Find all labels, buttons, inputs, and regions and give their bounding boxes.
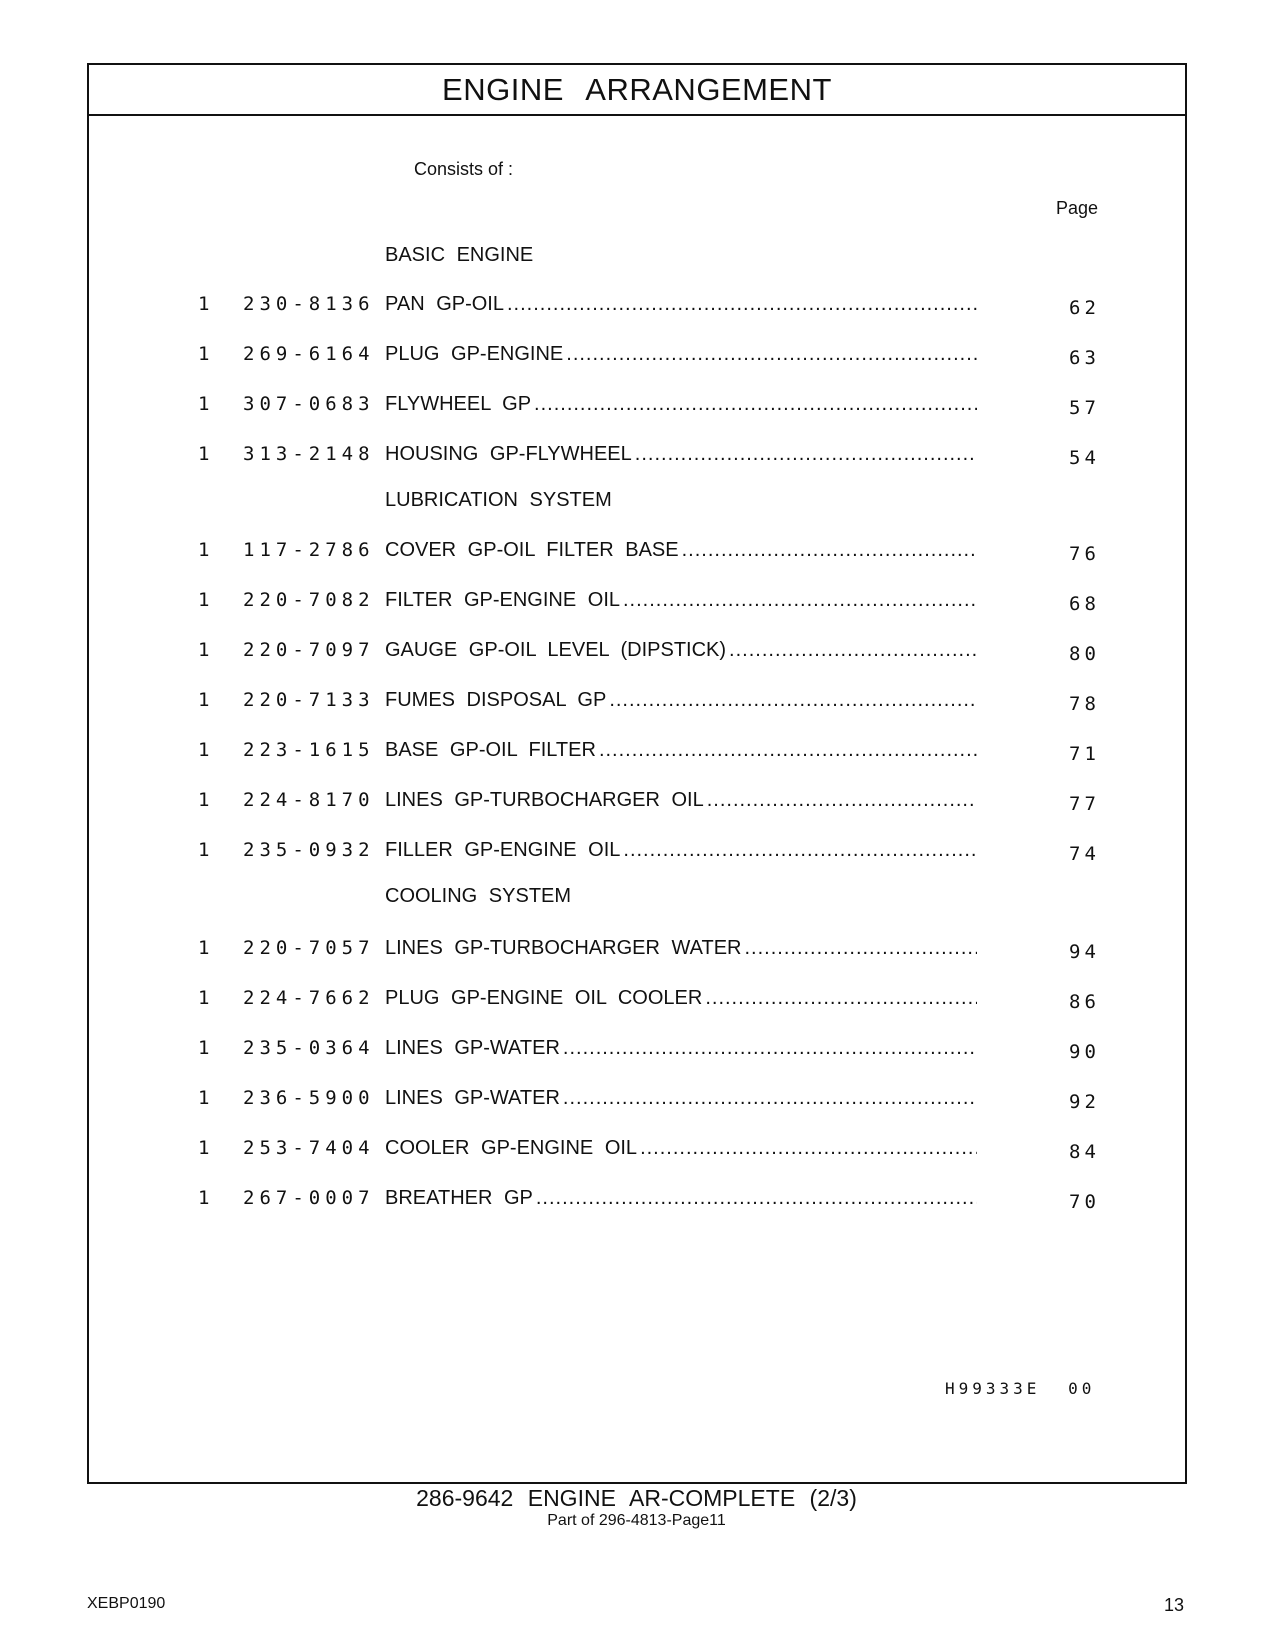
document-id: XEBP0190	[87, 1595, 166, 1612]
part-number: 117-2786	[243, 539, 375, 561]
part-description	[385, 539, 977, 562]
page-reference: 80	[1069, 643, 1100, 665]
part-description-text: FUMES DISPOSAL GP	[385, 689, 609, 711]
page-reference: 84	[1069, 1141, 1100, 1163]
parts-row	[89, 839, 1185, 869]
part-number: 220-7057	[243, 937, 375, 959]
part-description-text: FILLER GP-ENGINE OIL	[385, 839, 623, 861]
parts-row	[89, 1087, 1185, 1117]
quantity: 1	[198, 393, 210, 415]
part-number: 313-2148	[243, 443, 375, 465]
part-number: 224-8170	[243, 789, 375, 811]
part-description	[385, 1087, 977, 1110]
page-reference: 94	[1069, 941, 1100, 963]
part-description-text: PLUG GP-ENGINE OIL COOLER	[385, 987, 705, 1009]
part-number: 253-7404	[243, 1137, 375, 1159]
page-reference: 54	[1069, 447, 1100, 469]
page-reference: 86	[1069, 991, 1100, 1013]
parts-row	[89, 639, 1185, 669]
quantity: 1	[198, 987, 210, 1009]
part-description	[385, 937, 977, 960]
part-description-text: LINES GP-TURBOCHARGER OIL	[385, 789, 707, 811]
page-reference: 74	[1069, 843, 1100, 865]
page-column-header: Page	[1056, 198, 1099, 218]
parts-row	[89, 1037, 1185, 1067]
page-reference: 68	[1069, 593, 1100, 615]
part-number: 236-5900	[243, 1087, 375, 1109]
part-number: 267-0007	[243, 1187, 375, 1209]
part-description-text: HOUSING GP-FLYWHEEL	[385, 443, 635, 465]
quantity: 1	[198, 839, 210, 861]
part-description-text: LINES GP-WATER	[385, 1087, 563, 1109]
quantity: 1	[198, 539, 210, 561]
part-description	[385, 1187, 977, 1210]
quantity: 1	[198, 739, 210, 761]
part-description-text: FILTER GP-ENGINE OIL	[385, 589, 623, 611]
section-heading: LUBRICATION SYSTEM	[385, 489, 612, 511]
part-number: 235-0364	[243, 1037, 375, 1059]
part-description-text: GAUGE GP-OIL LEVEL (DIPSTICK)	[385, 639, 729, 661]
part-description-text: FLYWHEEL GP	[385, 393, 534, 415]
part-description	[385, 393, 977, 416]
part-number: 235-0932	[243, 839, 375, 861]
part-number: 220-7133	[243, 689, 375, 711]
part-description	[385, 839, 977, 862]
parts-row	[89, 589, 1185, 619]
parts-row	[89, 539, 1185, 569]
part-description-text: LINES GP-WATER	[385, 1037, 563, 1059]
footer-subtitle: Part of 296-4813-Page11	[547, 1512, 726, 1529]
quantity: 1	[198, 1037, 210, 1059]
page-reference: 71	[1069, 743, 1100, 765]
consists-of-label: Consists of :	[414, 159, 514, 179]
parts-row	[89, 937, 1185, 967]
part-description	[385, 987, 977, 1010]
part-description	[385, 689, 977, 712]
page-reference: 90	[1069, 1041, 1100, 1063]
quantity: 1	[198, 443, 210, 465]
quantity: 1	[198, 589, 210, 611]
part-number: 220-7082	[243, 589, 375, 611]
quantity: 1	[198, 1087, 210, 1109]
page-reference: 62	[1069, 297, 1100, 319]
part-description-text: COVER GP-OIL FILTER BASE	[385, 539, 682, 561]
part-description	[385, 1137, 977, 1160]
parts-row	[89, 1187, 1185, 1217]
parts-row	[89, 1137, 1185, 1167]
parts-row	[89, 443, 1185, 473]
quantity: 1	[198, 937, 210, 959]
quantity: 1	[198, 689, 210, 711]
page-number: 13	[1164, 1595, 1185, 1615]
parts-row	[89, 789, 1185, 819]
part-number: 220-7097	[243, 639, 375, 661]
section-heading: BASIC ENGINE	[385, 244, 534, 266]
quantity: 1	[198, 789, 210, 811]
part-description	[385, 789, 977, 812]
part-description-text: BREATHER GP	[385, 1187, 536, 1209]
parts-row	[89, 987, 1185, 1017]
part-description	[385, 443, 977, 466]
part-description	[385, 739, 977, 762]
page-reference: 92	[1069, 1091, 1100, 1113]
part-number: 223-1615	[243, 739, 375, 761]
quantity: 1	[198, 343, 210, 365]
part-description-text: LINES GP-TURBOCHARGER WATER	[385, 937, 744, 959]
parts-row	[89, 689, 1185, 719]
title-bar	[89, 65, 1185, 116]
footer-title: 286-9642 ENGINE AR-COMPLETE (2/3)	[416, 1485, 857, 1511]
part-number: 230-8136	[243, 293, 375, 315]
parts-row	[89, 739, 1185, 769]
parts-row	[89, 293, 1185, 323]
part-description	[385, 589, 977, 612]
parts-row	[89, 393, 1185, 423]
page-reference: 76	[1069, 543, 1100, 565]
page-reference: 77	[1069, 793, 1100, 815]
page-reference: 63	[1069, 347, 1100, 369]
part-description	[385, 293, 977, 316]
quantity: 1	[198, 293, 210, 315]
quantity: 1	[198, 1137, 210, 1159]
document-frame	[87, 63, 1187, 1484]
part-description-text: PLUG GP-ENGINE	[385, 343, 566, 365]
page-reference: 70	[1069, 1191, 1100, 1213]
part-description-text: COOLER GP-ENGINE OIL	[385, 1137, 640, 1159]
quantity: 1	[198, 1187, 210, 1209]
illustration-code: H99333E 00	[945, 1379, 1096, 1398]
section-heading: COOLING SYSTEM	[385, 885, 572, 907]
part-description	[385, 1037, 977, 1060]
part-number: 224-7662	[243, 987, 375, 1009]
part-number: 269-6164	[243, 343, 375, 365]
page-reference: 57	[1069, 397, 1100, 419]
page-title: ENGINE ARRANGEMENT	[442, 71, 832, 107]
parts-row	[89, 343, 1185, 373]
page-reference: 78	[1069, 693, 1100, 715]
part-number: 307-0683	[243, 393, 375, 415]
part-description-text: PAN GP-OIL	[385, 293, 507, 315]
part-description	[385, 639, 977, 662]
part-description-text: BASE GP-OIL FILTER	[385, 739, 599, 761]
part-description	[385, 343, 977, 366]
quantity: 1	[198, 639, 210, 661]
